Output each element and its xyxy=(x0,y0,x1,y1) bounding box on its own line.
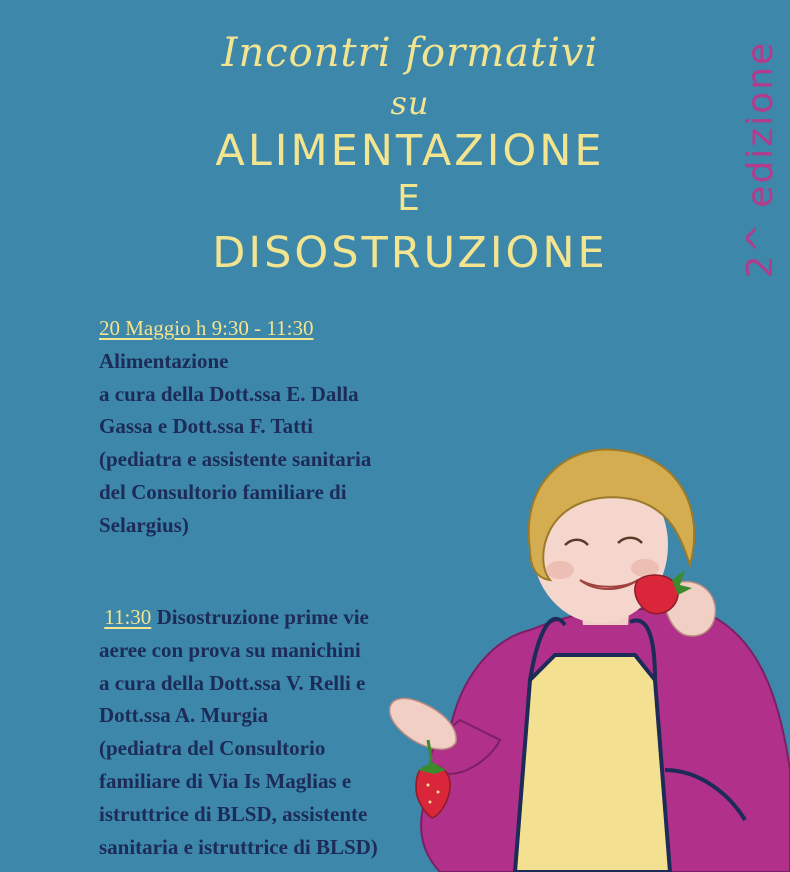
session-1 xyxy=(99,312,371,542)
apron xyxy=(515,655,670,872)
title-incontri-formativi: Incontri formativi xyxy=(221,30,599,76)
session-2-role-3: istruttrice di BLSD, assistente xyxy=(99,801,368,826)
title-disostruzione: DISOSTRUZIONE xyxy=(212,228,608,278)
title-alimentazione: ALIMENTAZIONE xyxy=(215,126,605,176)
session-1-topic: Alimentazione xyxy=(99,348,229,373)
title-su: su xyxy=(390,84,430,122)
session-1-speakers-2: Gassa e Dott.ssa F. Tatti xyxy=(99,414,313,439)
session-2-speakers-1: a cura della Dott.ssa V. Relli e xyxy=(99,670,366,695)
edition-badge xyxy=(736,28,786,290)
title-e: E xyxy=(397,178,423,219)
edition-label: 2^ edizione xyxy=(740,40,782,278)
session-1-date-time: 20 Maggio h 9:30 - 11:30 xyxy=(99,316,314,340)
session-2-role-2: familiare di Via Is Maglias e xyxy=(99,768,352,793)
session-1-role-2: del Consultorio familiare di xyxy=(99,479,347,504)
session-1-speakers-1: a cura della Dott.ssa E. Dalla xyxy=(99,381,359,406)
session-1-role-1: (pediatra e assistente sanitaria xyxy=(99,447,372,472)
session-2-role-1: (pediatra del Consultorio xyxy=(99,736,326,761)
left-hand xyxy=(390,698,457,749)
session-1-role-3: Selargius) xyxy=(99,512,189,537)
session-2-topic-1: Disostruzione prime vie xyxy=(156,605,369,629)
session-2-time: 11:30 xyxy=(104,605,152,629)
session-2 xyxy=(99,601,378,863)
session-2-role-4: sanitaria e istruttrice di BLSD) xyxy=(99,834,378,859)
session-2-speakers-2: Dott.ssa A. Murgia xyxy=(99,703,269,728)
session-2-topic-2: aeree con prova su manichini xyxy=(99,637,361,662)
strawberry-mouth xyxy=(635,575,678,614)
child-illustration xyxy=(380,440,790,872)
